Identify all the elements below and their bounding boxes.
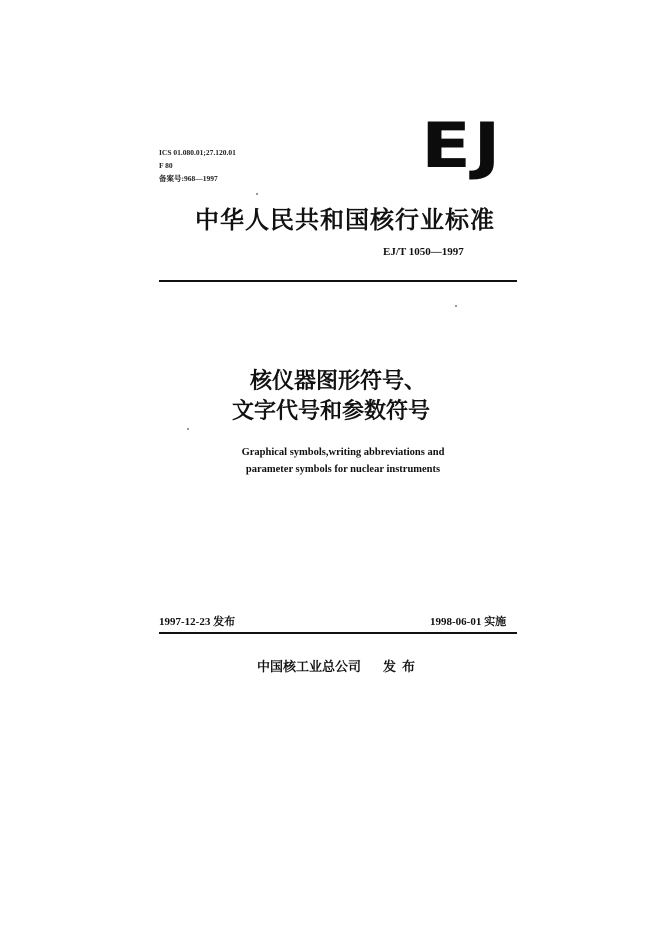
scan-speck xyxy=(455,305,457,307)
standard-number: EJ/T 1050—1997 xyxy=(383,246,464,258)
document-metadata xyxy=(159,146,236,185)
chinese-title-line-2: 文字代号和参数符号 xyxy=(231,399,430,424)
chinese-title-line-1: 核仪器图形符号、 xyxy=(249,369,426,394)
scan-speck xyxy=(256,193,258,195)
classification-code: F 80 xyxy=(159,161,173,170)
bottom-divider xyxy=(159,632,517,634)
standard-category-title: 中华人民共和国核行业标准 xyxy=(195,206,495,234)
top-divider xyxy=(159,280,517,282)
english-title-line-1: Graphical symbols,writing abbreviations and xyxy=(241,447,445,458)
scan-speck xyxy=(187,428,189,430)
implementation-date: 1998-06-01 实施 xyxy=(430,616,507,628)
publisher xyxy=(257,656,421,675)
ej-logo: EJ xyxy=(421,109,503,182)
english-title xyxy=(208,444,478,478)
issue-date: 1997-12-23 发布 xyxy=(159,616,236,628)
ics-code: ICS 01.080.01;27.120.01 xyxy=(159,148,236,157)
english-title-line-2: parameter symbols for nuclear instruments xyxy=(245,464,441,475)
publish-label: 发布 xyxy=(383,660,422,675)
record-number: 备案号:968—1997 xyxy=(159,174,218,183)
publisher-name: 中国核工业总公司 xyxy=(257,660,362,675)
